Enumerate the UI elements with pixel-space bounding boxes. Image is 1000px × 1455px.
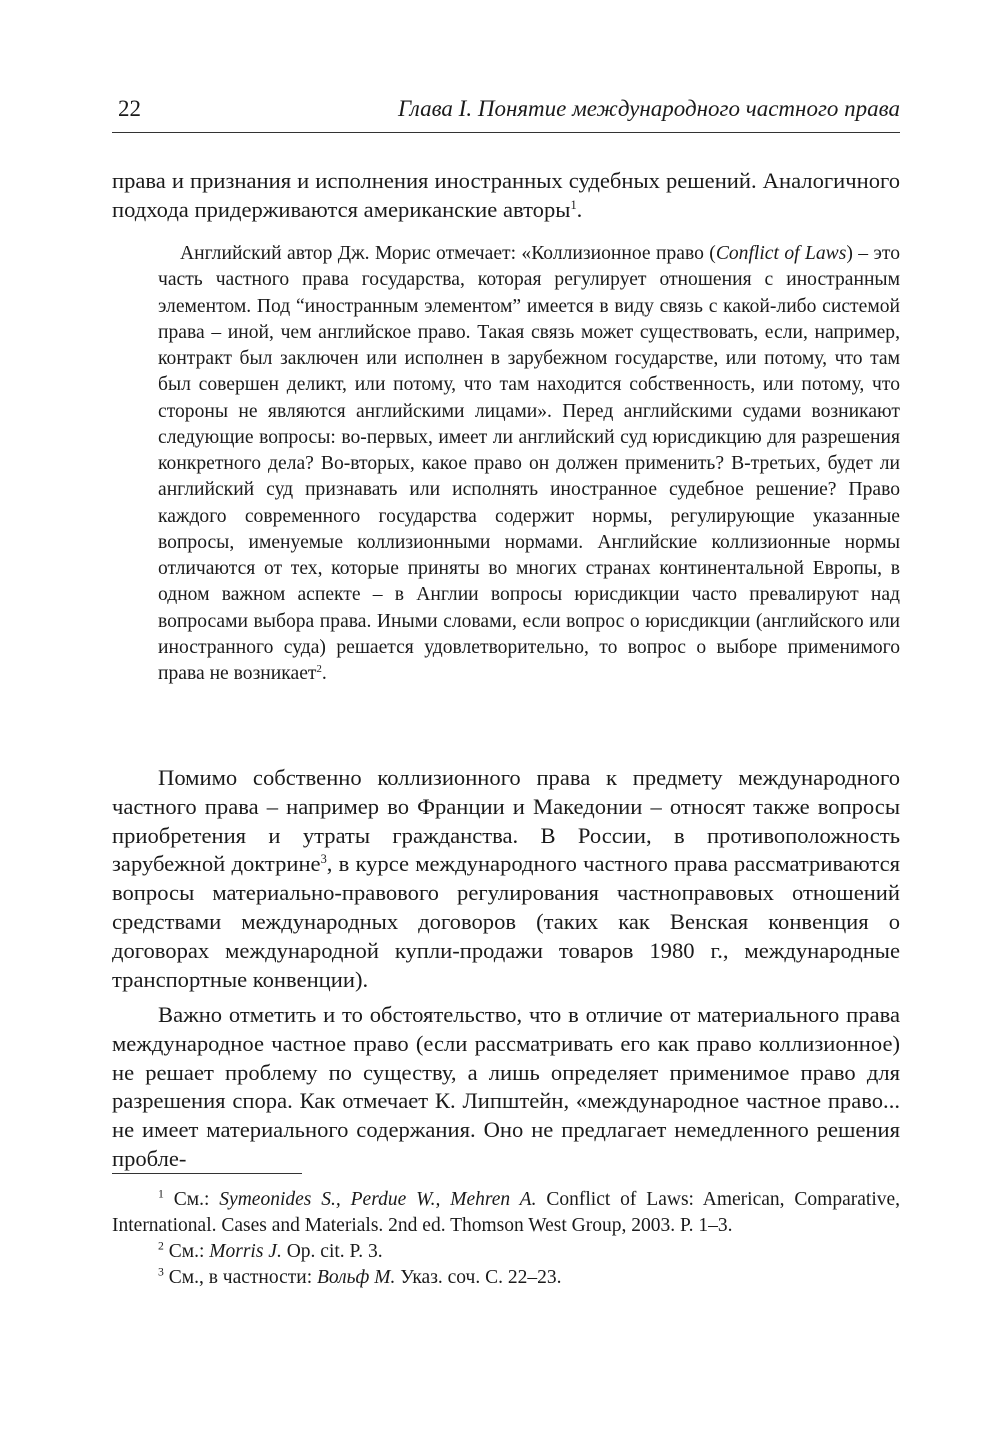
paragraph-2-text-start: Помимо собственно коллизионного права к предмету международного частного права – например во Франции и Македонии – относят также вопросы приобретения и утраты гражданства. В России, в противоположность зарубежной доктрине — [112, 765, 900, 877]
footnote-3 — [112, 1265, 900, 1291]
paragraph-1 — [112, 167, 900, 225]
footnote-citation: Conflict of Laws: American, Comparative, International. Cases and Materials. 2nd ed. Thomson West Group, 2003. P. 1–3. — [112, 1189, 901, 1236]
paragraph-3 — [112, 1001, 900, 1174]
footnote-prefix: См.: — [173, 1189, 220, 1210]
quote-end: . — [321, 663, 327, 684]
footnote-authors: Вольф М. — [317, 1267, 396, 1288]
footnote-ref-2: 2 — [316, 663, 322, 675]
footnote-citation: Указ. соч. С. 22–23. — [395, 1267, 562, 1288]
quote-text-body: ) – это часть частного права государства, которая регулирует отношения с иностранным элементом. Под “иностранным элементом” имеется в виду связь с какой-либо системой права – иной, чем английское право. Такая связь может существовать, если, например, контракт был заключен или исполнен в зарубежном государстве, или потому, что там был совершен деликт, или потому, что там находится собственность, или потому, что стороны не являются английскими лицами». Перед английскими судами возникают следующие вопросы: во-первых, имеет ли английский суд юрисдикцию для разрешения конкретного дела? Во-вторых, какое право он должен применить? В-третьих, будет ли английский суд признавать или исполнять иностранное судебное решение? Право каждого современного государства содержит нормы, регулирующие указанные вопросы, именуемые коллизионными нормами. Английские коллизионные нормы отличаются от тех, которые приняты во многих странах континентальной Европы, в одном важном аспекте – в Англии вопросы юрисдикции часто превалируют над вопросами выбора права. Иными словами, если вопрос о юрисдикции (английского или иностранного суда) решается удовлетворительно, то вопрос о выборе применимого права не возникает — [158, 243, 900, 684]
page-number: 22 — [118, 96, 141, 121]
quote-paragraph — [158, 241, 900, 687]
paragraph-3-text: Важно отметить и то обстоятельство, что в отличие от материального права международное частное право (если рассматривать его как право коллизионное) не решает проблему по существу, а лишь определяет применимое право для разрешения спора. Как отмечает К. Липштейн, «международное частное право... не имеет материального содержания. Оно не предлагает немедленного решения пробле- — [112, 1002, 900, 1171]
footnote-authors: Morris J. — [209, 1241, 282, 1262]
footnote-ref-1: 1 — [570, 197, 577, 212]
paragraph-1-end: . — [576, 196, 583, 222]
footnote-ref-3: 3 — [320, 852, 327, 867]
footnote-citation: Op. cit. P. 3. — [281, 1241, 383, 1262]
running-header — [112, 92, 900, 133]
footnote-number: 1 — [158, 1187, 164, 1201]
footnote-2 — [112, 1239, 900, 1265]
footnote-number: 2 — [158, 1239, 164, 1253]
footnotes — [112, 1187, 900, 1291]
quote-italic-term: Conflict of Laws — [715, 243, 847, 264]
footnote-authors: Symeonides S., Perdue W., Mehren A. — [219, 1189, 537, 1210]
footnote-1 — [112, 1187, 900, 1239]
paragraph-1-text: права и признания и исполнения иностранных судебных решений. Аналогичного подхода придерживаются американские авторы — [112, 168, 900, 222]
footnote-divider — [112, 1173, 302, 1174]
paragraph-2-text-end: , в курсе международного частного права рассматриваются вопросы материально-правового регулирования частноправовых отношений средствами международных договоров (таких как Венская конвенция о договорах международной купли-продажи товаров 1980 г., международные транспортные конвенции). — [112, 851, 900, 992]
footnote-prefix: См., в частности: — [168, 1267, 317, 1288]
footnote-prefix: См.: — [168, 1241, 210, 1262]
paragraph-2 — [112, 764, 900, 994]
running-title: Глава I. Понятие международного частного права — [397, 96, 900, 121]
quote-text-start: Английский автор Дж. Морис отмечает: «Коллизионное право ( — [180, 243, 716, 264]
footnote-number: 3 — [158, 1265, 164, 1279]
